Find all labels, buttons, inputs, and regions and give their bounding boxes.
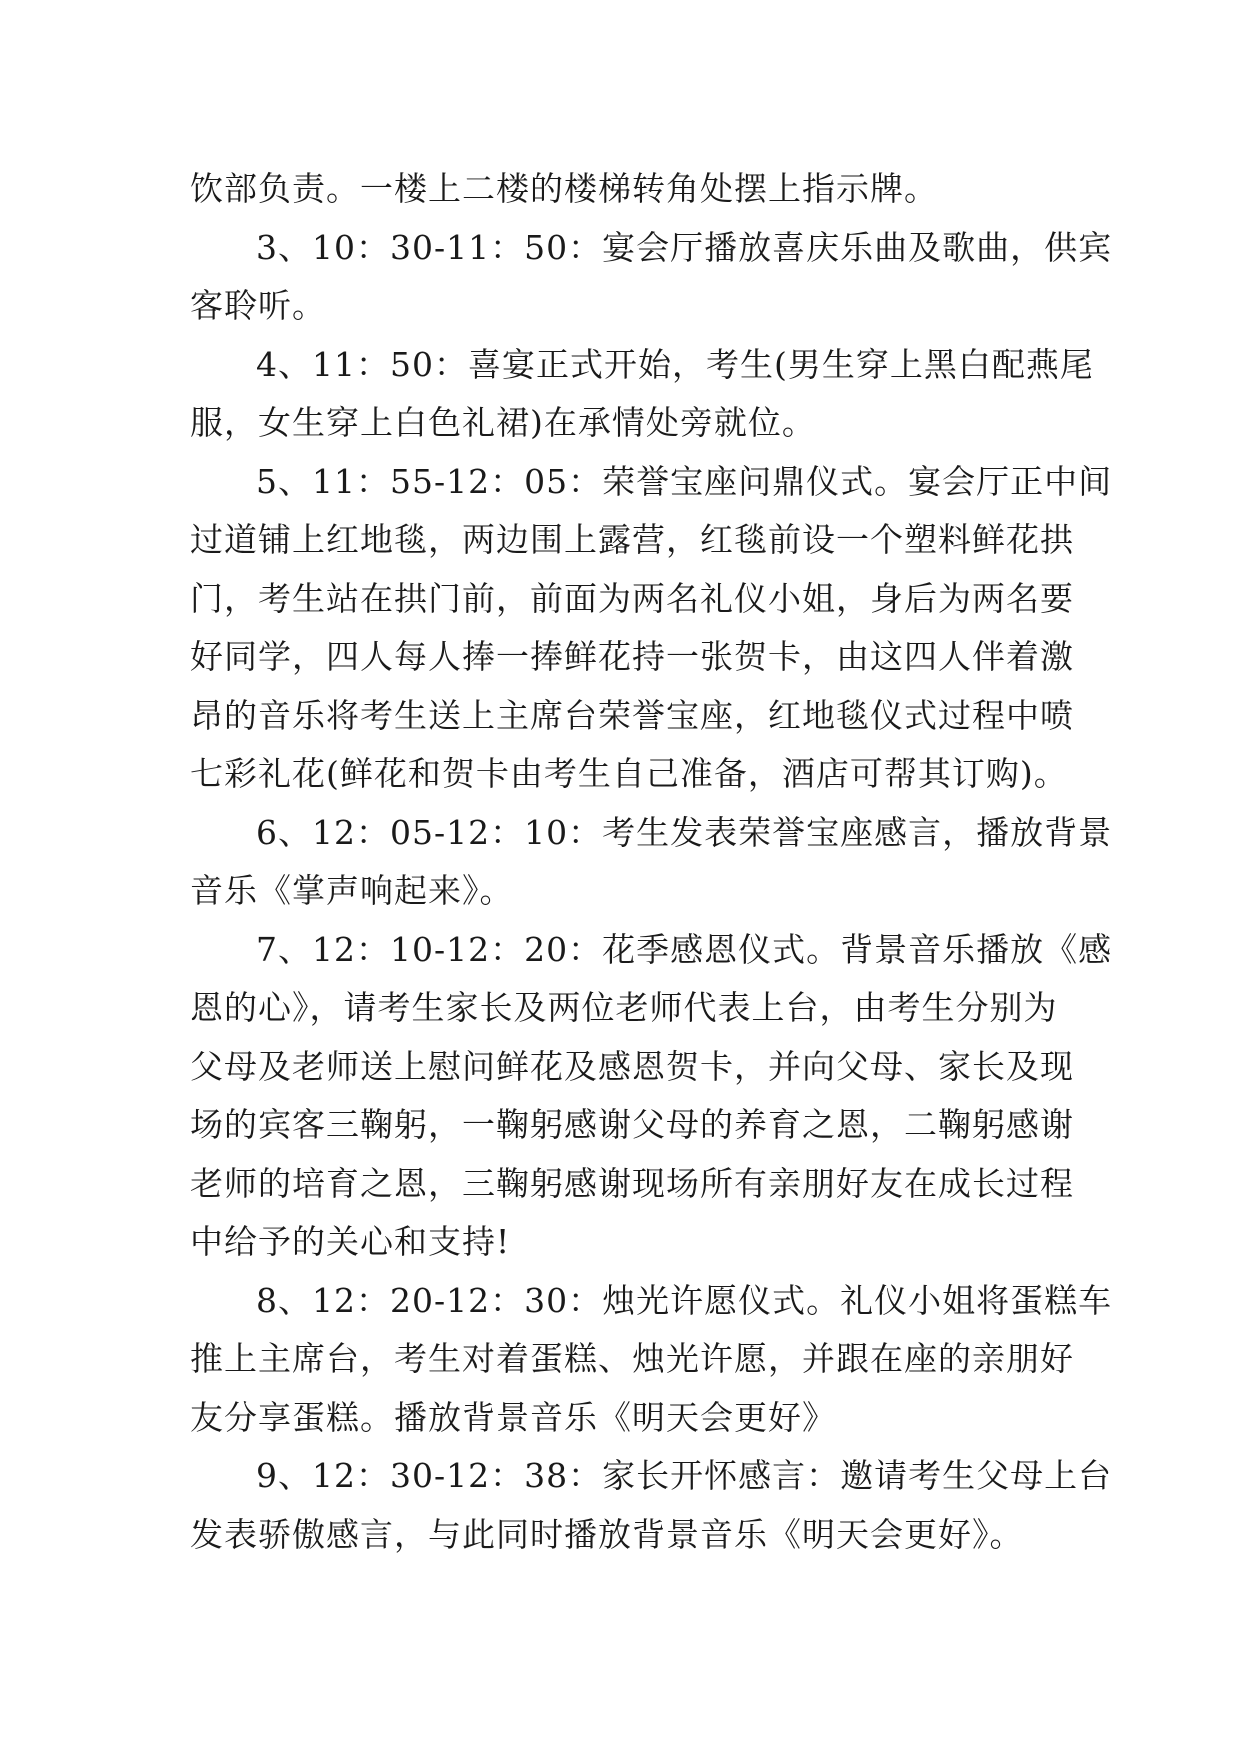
document-body [190,160,1113,1564]
text-line: 门，考生站在拱门前，前面为两名礼仪小姐，身后为两名要 [190,578,1074,618]
text-line: 4、11：50：喜宴正式开始，考生(男生穿上黑白配燕尾 [256,344,1094,384]
text-line: 6、12：05-12：10：考生发表荣誉宝座感言，播放背景 [256,812,1113,852]
text-line: 恩的心》，请考生家长及两位老师代表上台，由考生分别为 [190,988,1058,1027]
text-line: 推上主席台，考生对着蛋糕、烛光许愿，并跟在座的亲朋好 [190,1339,1074,1378]
text-line: 昂的音乐将考生送上主席台荣誉宝座，红地毯仪式过程中喷 [190,695,1074,735]
text-line: 客聆听。 [190,286,326,325]
text-line: 7、12：10-12：20：花季感恩仪式。背景音乐播放《感 [256,929,1113,969]
text-line: 友分享蛋糕。播放背景音乐《明天会更好》 [190,1397,836,1437]
text-line: 5、11：55-12：05：荣誉宝座问鼎仪式。宴会厅正中间 [256,461,1113,501]
text-line: 场的宾客三鞠躬，一鞠躬感谢父母的养育之恩，二鞠躬感谢 [190,1105,1074,1144]
text-line: 发表骄傲感言，与此同时播放背景音乐《明天会更好》。 [190,1514,1024,1554]
text-line: 饮部负责。一楼上二楼的楼梯转角处摆上指示牌。 [190,169,938,208]
text-line: 音乐《掌声响起来》。 [190,871,514,910]
text-line: 服，女生穿上白色礼裙)在承情处旁就位。 [190,403,816,442]
text-line: 3、10：30-11：50：宴会厅播放喜庆乐曲及歌曲，供宾 [256,227,1113,267]
text-line: 8、12：20-12：30：烛光许愿仪式。礼仪小姐将蛋糕车 [256,1280,1113,1320]
text-line: 老师的培育之恩，三鞠躬感谢现场所有亲朋好友在成长过程 [190,1163,1074,1203]
text-line: 9、12：30-12：38：家长开怀感言：邀请考生父母上台 [256,1456,1113,1495]
text-line: 过道铺上红地毯，两边围上露营，红毯前设一个塑料鲜花拱 [190,520,1074,559]
text-line: 中给予的关心和支持! [190,1222,511,1261]
text-line: 父母及老师送上慰问鲜花及感恩贺卡，并向父母、家长及现 [190,1046,1074,1086]
text-line: 好同学，四人每人捧一捧鲜花持一张贺卡，由这四人伴着激 [190,637,1074,676]
text-line: 七彩礼花(鲜花和贺卡由考生自己准备，酒店可帮其订购)。 [190,754,1068,793]
